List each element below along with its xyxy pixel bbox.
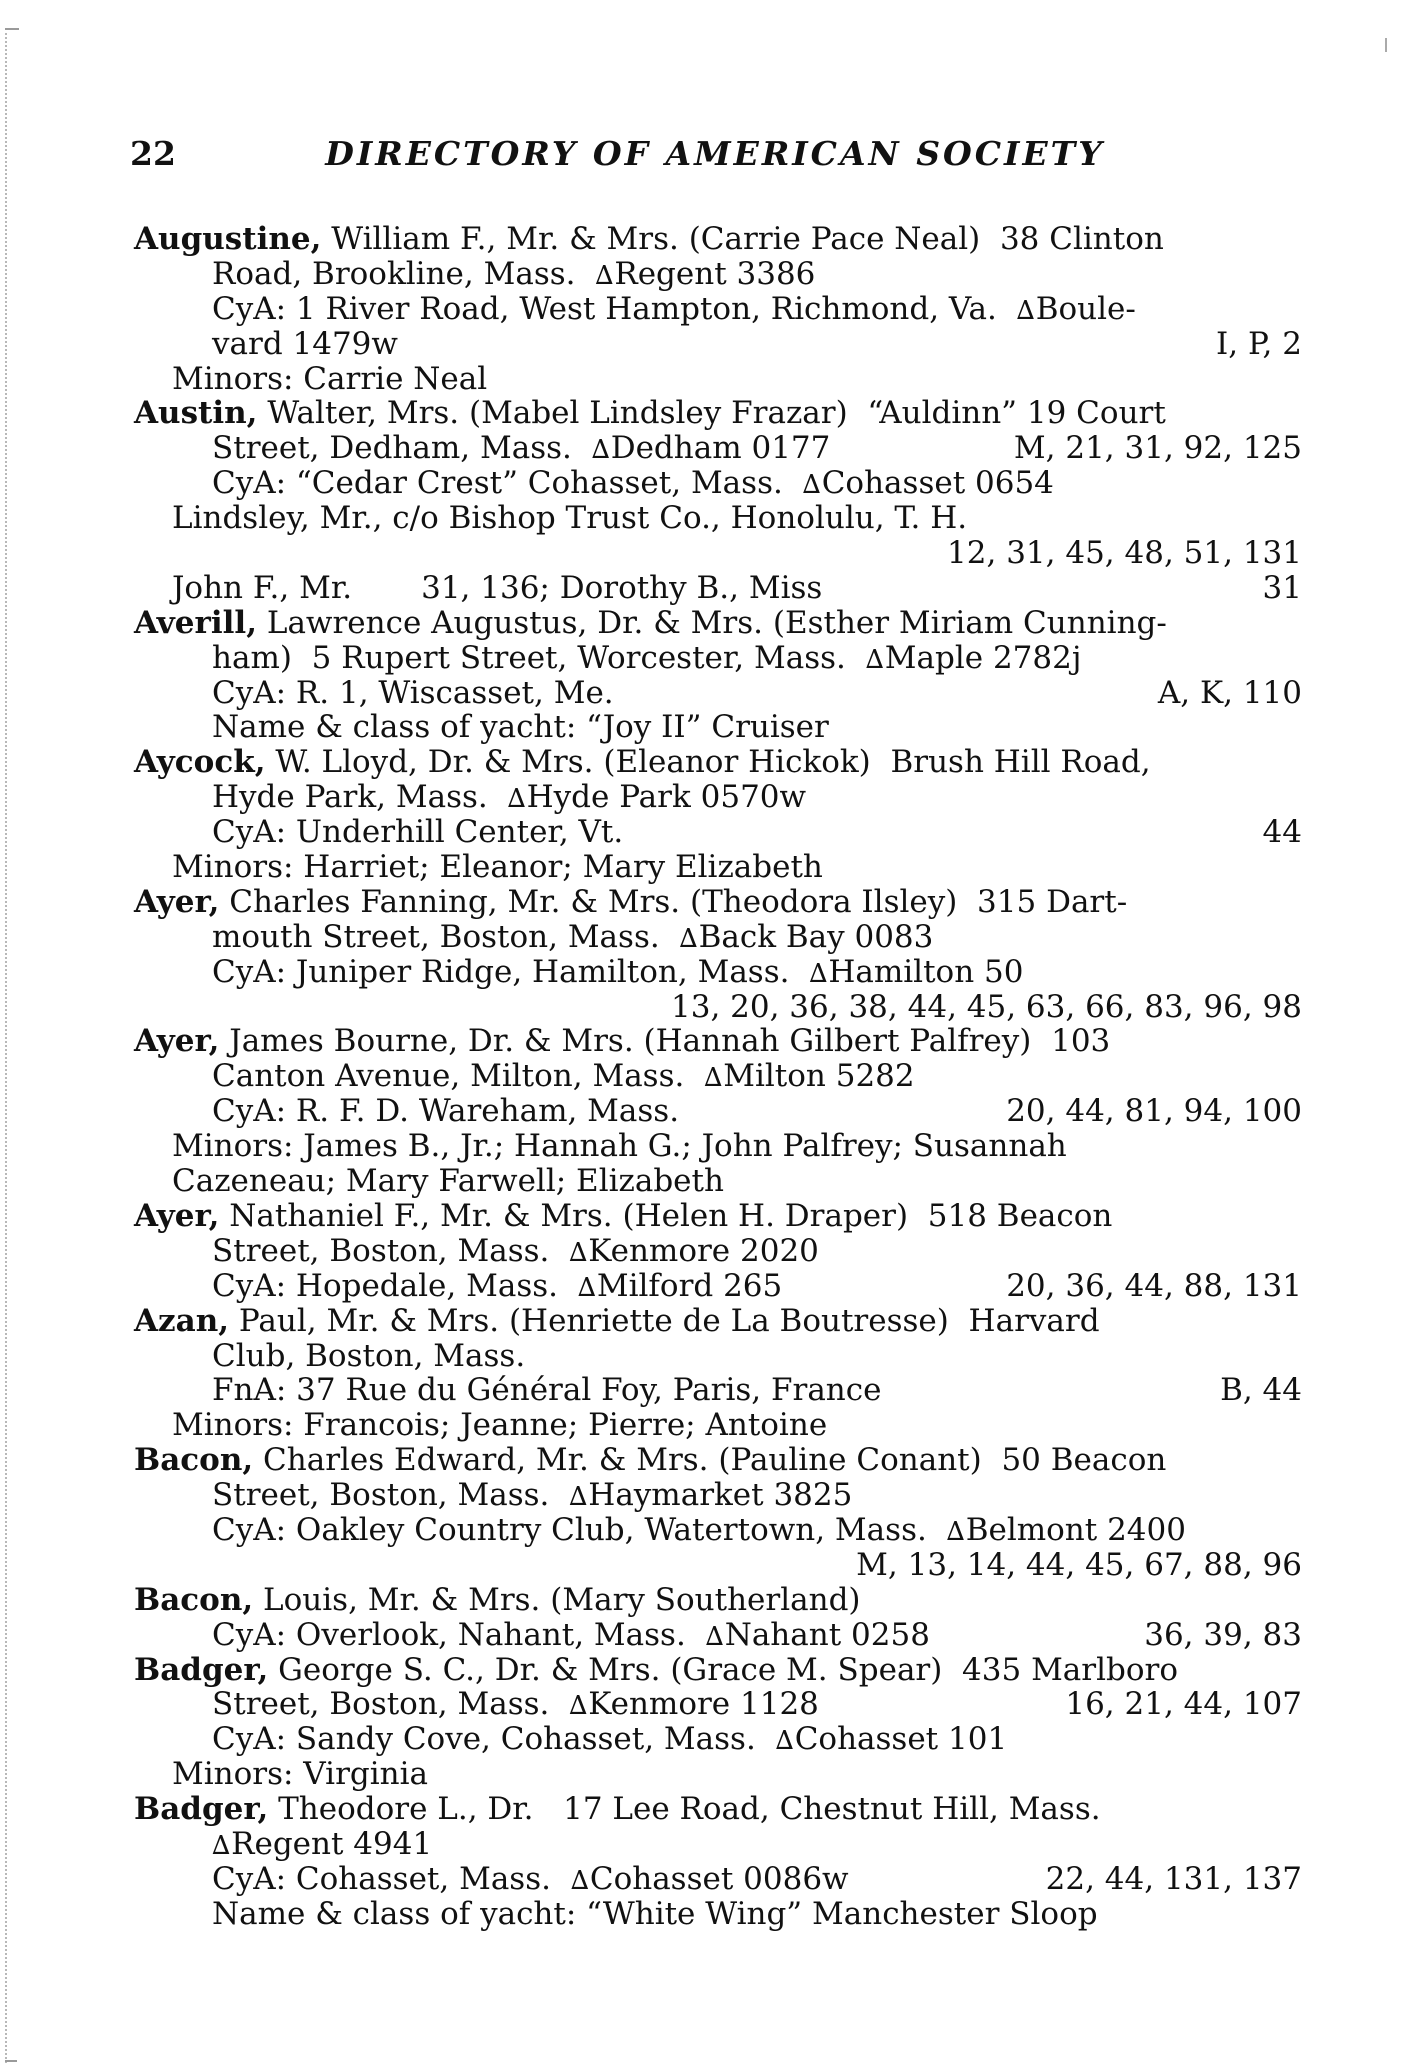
club-codes: 44: [1262, 814, 1302, 851]
entry-text: Charles Fanning, Mr. & Mrs. (Theodora Ilsley) 315 Dart-: [219, 883, 1128, 920]
entry-line: [134, 641, 1302, 676]
entry-heading-line: [134, 1653, 1302, 1688]
club-codes: 12, 31, 45, 48, 51, 131: [947, 535, 1302, 572]
club-codes: M, 13, 14, 44, 45, 67, 88, 96: [856, 1546, 1302, 1583]
entry-text: Lawrence Augustus, Dr. & Mrs. (Esther Miriam Cunning-: [257, 604, 1167, 641]
entry-line: [134, 780, 1302, 815]
telephone-number: Hyde Park 0570w: [526, 779, 807, 816]
entry-text: CyA: R. 1, Wiscasset, Me.: [212, 674, 614, 711]
entry-line: [134, 1094, 1302, 1129]
entry-line: [134, 571, 1302, 606]
club-codes: 22, 44, 131, 137: [1045, 1860, 1302, 1897]
entry-line: [134, 431, 1302, 466]
entry-text: CyA: Oakley Country Club, Watertown, Mass.: [212, 1511, 947, 1548]
club-codes: 36, 39, 83: [1144, 1616, 1302, 1653]
surname-heading: Austin,: [134, 395, 258, 432]
entry-line: [134, 920, 1302, 955]
directory-entries: [134, 222, 1302, 1932]
entry-text: ham) 5 Rupert Street, Worcester, Mass.: [212, 639, 866, 676]
surname-heading: Bacon,: [134, 1442, 254, 1479]
entry-line: [134, 990, 1302, 1025]
entry-line: [134, 1827, 1302, 1862]
entry-text: Minors: Carrie Neal: [172, 360, 488, 397]
bell-icon: ∆: [570, 1865, 589, 1896]
entry-heading-line: [134, 1304, 1302, 1339]
entry-line: [134, 1373, 1302, 1408]
entry-text: CyA: Underhill Center, Vt.: [212, 814, 624, 851]
bell-icon: ∆: [865, 644, 884, 675]
entry-text: CyA: Cohasset, Mass.: [212, 1860, 571, 1897]
telephone-number: Boule-: [1035, 290, 1136, 327]
entry-text: CyA: 1 River Road, West Hampton, Richmond, Va.: [212, 290, 1017, 327]
entry-heading-line: [134, 1583, 1302, 1618]
entry-text: CyA: R. F. D. Wareham, Mass.: [212, 1093, 680, 1130]
entry-heading-line: [134, 1792, 1302, 1827]
entry-text: Club, Boston, Mass.: [212, 1337, 526, 1374]
page-header: [130, 133, 1300, 175]
entry-text: vard 1479w: [212, 325, 398, 362]
entry-line: [134, 1164, 1302, 1199]
club-codes: 20, 36, 44, 88, 131: [1006, 1267, 1302, 1304]
entry-text: CyA: “Cedar Crest” Cohasset, Mass.: [212, 465, 803, 502]
entry-line: [134, 1897, 1302, 1932]
entry-text: Hyde Park, Mass.: [212, 779, 508, 816]
entry-line: [134, 1478, 1302, 1513]
telephone-number: Milton 5282: [723, 1058, 915, 1095]
entry-line: [134, 327, 1302, 362]
entry-heading-line: [134, 1024, 1302, 1059]
entry-text: FnA: 37 Rue du Général Foy, Paris, France: [212, 1372, 882, 1409]
entry-text: Minors: Francois; Jeanne; Pierre; Antoine: [172, 1407, 828, 1444]
club-codes: A, K, 110: [1157, 674, 1302, 711]
entry-heading-line: [134, 885, 1302, 920]
entry-line: [134, 955, 1302, 990]
entry-text: Street, Boston, Mass.: [212, 1477, 570, 1514]
entry-line: [134, 1408, 1302, 1443]
entry-text: John F., Mr. 31, 136; Dorothy B., Miss: [172, 569, 823, 606]
club-codes: M, 21, 31, 92, 125: [1013, 430, 1302, 467]
bell-icon: ∆: [679, 923, 698, 954]
entry-text: Minors: James B., Jr.; Hannah G.; John Palfrey; Susannah: [172, 1128, 1067, 1165]
surname-heading: Ayer,: [134, 1023, 220, 1060]
entry-line: [134, 676, 1302, 711]
bell-icon: ∆: [595, 260, 614, 291]
telephone-number: Regent 4941: [231, 1825, 433, 1862]
entry-line: [134, 1722, 1302, 1757]
entry-text: Walter, Mrs. (Mabel Lindsley Frazar) “Auldinn” 19 Court: [257, 395, 1166, 432]
entry-text: mouth Street, Boston, Mass.: [212, 918, 680, 955]
running-title: DIRECTORY OF AMERICAN SOCIETY: [325, 134, 1105, 173]
page-number: 22: [130, 134, 176, 173]
entry-text: Charles Edward, Mr. & Mrs. (Pauline Conant) 50 Beacon: [253, 1442, 1167, 1479]
telephone-number: Hamilton 50: [828, 953, 1024, 990]
scan-corner-mark: [5, 2060, 17, 2062]
surname-heading: Badger,: [134, 1651, 269, 1688]
entry-text: James Bourne, Dr. & Mrs. (Hannah Gilbert Palfrey) 103: [219, 1023, 1111, 1060]
telephone-number: Back Bay 0083: [698, 918, 934, 955]
entry-line: [134, 292, 1302, 327]
bell-icon: ∆: [809, 958, 828, 989]
surname-heading: Aycock,: [134, 744, 266, 781]
entry-heading-line: [134, 396, 1302, 431]
entry-text: CyA: Hopedale, Mass.: [212, 1267, 578, 1304]
entry-line: [134, 1339, 1302, 1374]
entry-text: CyA: Overlook, Nahant, Mass.: [212, 1616, 706, 1653]
entry-line: [134, 1687, 1302, 1722]
entry-text: Paul, Mr. & Mrs. (Henriette de La Boutresse) Harvard: [229, 1302, 1100, 1339]
entry-text: Minors: Harriet; Eleanor; Mary Elizabeth: [172, 849, 823, 886]
club-codes: 31: [1262, 569, 1302, 606]
club-codes: 13, 20, 36, 38, 44, 45, 63, 66, 83, 96, 98: [671, 988, 1302, 1025]
club-codes: B, 44: [1220, 1372, 1302, 1409]
entry-heading-line: [134, 745, 1302, 780]
surname-heading: Azan,: [134, 1302, 230, 1339]
telephone-number: Maple 2782j: [884, 639, 1082, 676]
club-codes: I, P, 2: [1216, 325, 1302, 362]
entry-text: Lindsley, Mr., c/o Bishop Trust Co., Honolulu, T. H.: [172, 500, 968, 537]
telephone-number: Kenmore 2020: [588, 1232, 819, 1269]
bell-icon: ∆: [212, 1830, 231, 1861]
telephone-number: Milford 265: [596, 1267, 783, 1304]
club-codes: 16, 21, 44, 107: [1065, 1686, 1302, 1723]
entry-line: [134, 1059, 1302, 1094]
telephone-number: Nahant 0258: [724, 1616, 930, 1653]
telephone-number: Belmont 2400: [965, 1511, 1186, 1548]
entry-heading-line: [134, 606, 1302, 641]
surname-heading: Bacon,: [134, 1581, 254, 1618]
entry-text: Louis, Mr. & Mrs. (Mary Southerland): [253, 1581, 861, 1618]
entry-line: [134, 257, 1302, 292]
bell-icon: ∆: [569, 1237, 588, 1268]
telephone-number: Cohasset 0086w: [589, 1860, 849, 1897]
entry-text: CyA: Sandy Cove, Cohasset, Mass.: [212, 1721, 776, 1758]
entry-line: [134, 815, 1302, 850]
entry-line: [134, 710, 1302, 745]
telephone-number: Haymarket 3825: [588, 1477, 853, 1514]
entry-line: [134, 1234, 1302, 1269]
telephone-number: Regent 3386: [614, 255, 816, 292]
entry-line: [134, 362, 1302, 397]
surname-heading: Ayer,: [134, 1197, 220, 1234]
bell-icon: ∆: [705, 1621, 724, 1652]
surname-heading: Averill,: [134, 604, 257, 641]
telephone-number: Cohasset 101: [794, 1721, 1008, 1758]
entry-line: [134, 466, 1302, 501]
scan-corner-mark: [5, 28, 19, 30]
telephone-number: Kenmore 1128: [588, 1686, 819, 1723]
entry-heading-line: [134, 1199, 1302, 1234]
entry-text: Name & class of yacht: “White Wing” Manchester Sloop: [212, 1895, 1098, 1932]
bell-icon: ∆: [569, 1482, 588, 1513]
bell-icon: ∆: [569, 1691, 588, 1722]
entry-text: Street, Boston, Mass.: [212, 1686, 570, 1723]
entry-text: Canton Avenue, Milton, Mass.: [212, 1058, 705, 1095]
entry-line: [134, 1269, 1302, 1304]
entry-line: [134, 536, 1302, 571]
entry-text: Cazeneau; Mary Farwell; Elizabeth: [172, 1163, 724, 1200]
entry-line: [134, 1757, 1302, 1792]
scan-corner-mark: [1385, 38, 1387, 52]
entry-line: [134, 1129, 1302, 1164]
entry-text: Theodore L., Dr. 17 Lee Road, Chestnut Hill, Mass.: [268, 1791, 1101, 1828]
entry-line: [134, 1548, 1302, 1583]
bell-icon: ∆: [802, 470, 821, 501]
entry-text: Street, Dedham, Mass.: [212, 430, 592, 467]
bell-icon: ∆: [591, 435, 610, 466]
bell-icon: ∆: [507, 784, 526, 815]
entry-heading-line: [134, 222, 1302, 257]
telephone-number: Dedham 0177: [610, 430, 831, 467]
surname-heading: Ayer,: [134, 883, 220, 920]
surname-heading: Augustine,: [134, 221, 322, 257]
entry-line: [134, 1618, 1302, 1653]
club-codes: 20, 44, 81, 94, 100: [1006, 1093, 1302, 1130]
entry-text: W. Lloyd, Dr. & Mrs. (Eleanor Hickok) Brush Hill Road,: [265, 744, 1151, 781]
entry-text: William F., Mr. & Mrs. (Carrie Pace Neal) 38 Clinton: [321, 221, 1164, 257]
entry-line: [134, 1513, 1302, 1548]
entry-text: George S. C., Dr. & Mrs. (Grace M. Spear) 435 Marlboro: [268, 1651, 1179, 1688]
entry-text: CyA: Juniper Ridge, Hamilton, Mass.: [212, 953, 810, 990]
entry-heading-line: [134, 1443, 1302, 1478]
entry-text: Street, Boston, Mass.: [212, 1232, 570, 1269]
bell-icon: ∆: [1016, 295, 1035, 326]
entry-line: [134, 850, 1302, 885]
telephone-number: Cohasset 0654: [821, 465, 1054, 502]
surname-heading: Badger,: [134, 1791, 269, 1828]
entry-text: Road, Brookline, Mass.: [212, 255, 596, 292]
entry-text: Name & class of yacht: “Joy II” Cruiser: [212, 709, 829, 746]
entry-text: Nathaniel F., Mr. & Mrs. (Helen H. Draper) 518 Beacon: [219, 1197, 1113, 1234]
bell-icon: ∆: [946, 1516, 965, 1547]
entry-line: [134, 501, 1302, 536]
entry-line: [134, 1862, 1302, 1897]
scan-edge-line: [5, 28, 7, 2063]
bell-icon: ∆: [775, 1726, 794, 1757]
bell-icon: ∆: [577, 1272, 596, 1303]
bell-icon: ∆: [704, 1063, 723, 1094]
entry-text: Minors: Virginia: [172, 1756, 429, 1793]
